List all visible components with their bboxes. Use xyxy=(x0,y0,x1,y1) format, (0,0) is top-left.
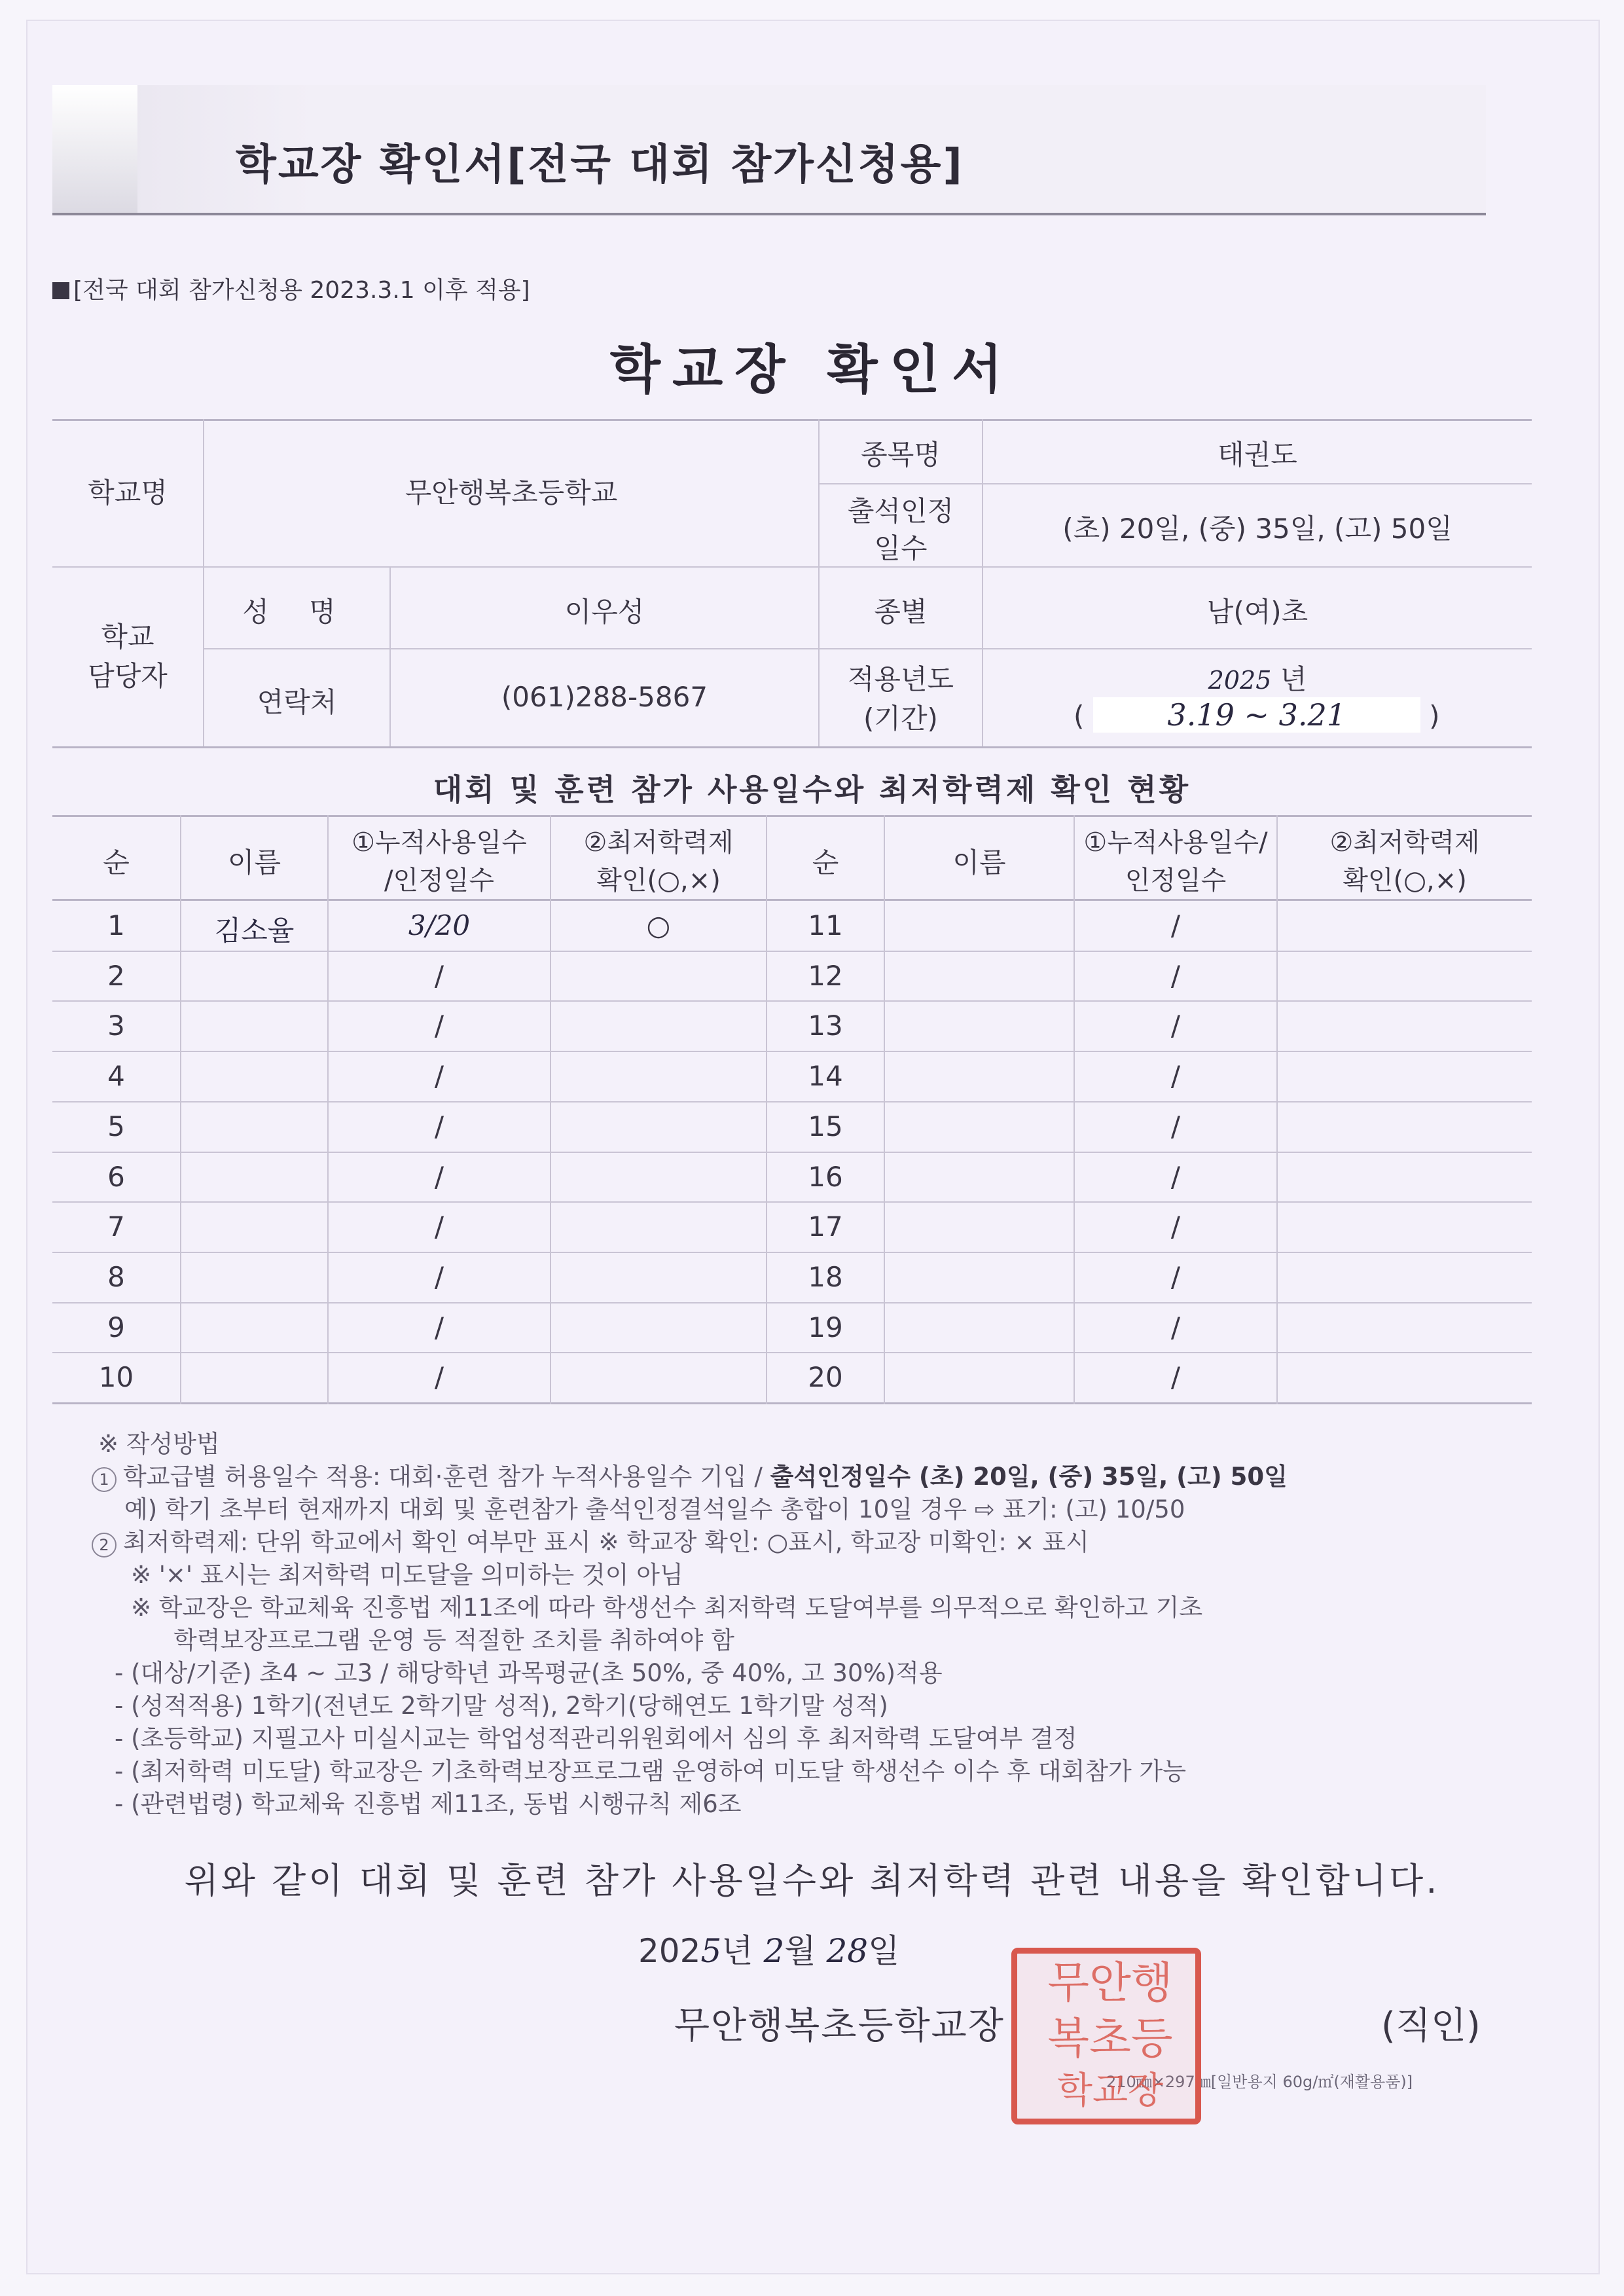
event-label: 종목명 xyxy=(861,439,941,471)
header-seq-right: 순 xyxy=(812,847,839,879)
row-days: / xyxy=(434,1260,444,1293)
header-days-line1: ①누적사용일수 xyxy=(352,828,527,858)
seal-char: 무안행 xyxy=(1047,1958,1173,2008)
period-open-paren: ( xyxy=(1074,700,1085,732)
detail-grades: - (성적적용) 1학기(전년도 2학기말 성적), 2학기(당해연도 1학기말 성적) xyxy=(115,1692,888,1720)
row-days: / xyxy=(434,1361,444,1394)
row-days-right: / xyxy=(1170,909,1181,941)
school-name-value: 무안행복초등학교 xyxy=(405,477,618,509)
apply-period xyxy=(1074,697,1479,733)
circled-number-2-icon: 2 xyxy=(92,1533,117,1558)
row-days-right: / xyxy=(1170,1160,1181,1193)
row-seq-right: 15 xyxy=(808,1110,843,1142)
row-days-right: / xyxy=(1170,1060,1181,1093)
header-check-right-line2: 확인(○,×) xyxy=(1343,866,1467,896)
detail-below-minimum: - (최저학력 미도달) 학교장은 기초학력보장프로그램 운영하여 미도달 학생선수 이수 후 대회참가 가능 xyxy=(115,1757,1187,1785)
header-name: 이름 xyxy=(227,847,281,879)
principal-signer: 무안행복초등학교장 xyxy=(674,2005,1005,2047)
info-table xyxy=(52,419,1532,750)
date-year-suffix: 년 xyxy=(721,1932,764,1970)
detail-elementary: - (초등학교) 지필고사 미실시교는 학업성적관리위원회에서 심의 후 최저학력 도달여부 결정 xyxy=(115,1724,1077,1753)
row-seq: 5 xyxy=(107,1110,125,1142)
row-days-right: / xyxy=(1170,1010,1181,1042)
row-seq-right: 12 xyxy=(808,959,843,992)
roster-caption: 대회 및 훈련 참가 사용일수와 최저학력제 확인 현황 xyxy=(433,772,1191,807)
attendance-days-value: (초) 20일, (중) 35일, (고) 50일 xyxy=(1062,513,1453,545)
contact-value: (061)288-5867 xyxy=(501,681,708,713)
row-days-right: / xyxy=(1170,1211,1181,1243)
date-year-handwritten: 5 xyxy=(700,1932,722,1970)
confirmation-statement: 위와 같이 대회 및 훈련 참가 사용일수와 최저학력 관련 내용을 확인합니다. xyxy=(184,1860,1440,1901)
row-days: / xyxy=(434,1110,444,1142)
row-seq: 7 xyxy=(107,1211,125,1243)
instruction-2 xyxy=(92,1522,1089,1558)
instruction-2-sub2b: 학력보장프로그램 운영 등 적절한 조치를 취하여야 함 xyxy=(173,1626,734,1654)
form-subtitle xyxy=(52,272,530,305)
header-seq: 순 xyxy=(103,847,130,879)
attendance-days-label-line2: 일수 xyxy=(874,532,928,564)
row-seq-right: 11 xyxy=(808,909,843,941)
row-days: / xyxy=(434,1311,444,1343)
date-day-handwritten: 28 xyxy=(826,1932,869,1970)
header-days-line2: /인정일수 xyxy=(384,866,495,896)
instruction-1-bold: 출석인정일수 (초) 20일, (중) 35일, (고) 50일 xyxy=(770,1463,1288,1491)
circled-number-1-icon: 1 xyxy=(92,1467,117,1492)
apply-year-label-line2: (기간) xyxy=(863,702,938,735)
main-title: 학교장 확인서 xyxy=(609,339,1015,400)
event-value: 태권도 xyxy=(1218,439,1297,471)
contact-label: 연락처 xyxy=(257,686,337,718)
row-days-right: / xyxy=(1170,1361,1181,1394)
instructions-heading: ※ 작성방법 xyxy=(98,1430,220,1458)
seal-char: 복초등 xyxy=(1047,2013,1173,2064)
row-days-right: / xyxy=(1170,1311,1181,1343)
instruction-2-text: 최저학력제: 단위 학교에서 확인 여부만 표시 ※ 학교장 확인: ○표시, 학교장 미확인: × 표시 xyxy=(123,1528,1089,1556)
header-check-line2: 확인(○,×) xyxy=(596,866,721,896)
square-bullet-icon xyxy=(52,282,69,299)
row-seq: 6 xyxy=(107,1160,125,1193)
header-check-right-line1: ②최저학력제 xyxy=(1329,828,1480,858)
row-days: / xyxy=(434,1211,444,1243)
row-seq-right: 16 xyxy=(808,1160,843,1193)
roster-table xyxy=(52,815,1532,1404)
row-days-right: / xyxy=(1170,1110,1181,1142)
row-seq: 9 xyxy=(107,1311,125,1343)
detail-target: - (대상/기준) 초4 ~ 고3 / 해당학년 과목평균(초 50%, 중 40%, 고 30%)적용 xyxy=(115,1659,943,1687)
header-name-right: 이름 xyxy=(952,847,1006,879)
apply-year-handwritten: 2025 xyxy=(1208,666,1272,695)
header-corner-mark xyxy=(52,85,137,213)
row-seq-right: 13 xyxy=(808,1010,843,1042)
school-name-label: 학교명 xyxy=(88,477,168,509)
row-days: / xyxy=(434,959,444,992)
issue-date xyxy=(638,1925,899,1972)
apply-year-label-line1: 적용년도 xyxy=(847,663,954,695)
header-days-right-line2: 인정일수 xyxy=(1125,866,1227,896)
category-value: 남(여)초 xyxy=(1206,596,1308,628)
date-year-prefix: 202 xyxy=(638,1932,701,1970)
row-seq-right: 14 xyxy=(808,1060,843,1093)
official-seal-stamp xyxy=(1011,1948,1201,2124)
row-seq-right: 17 xyxy=(808,1211,843,1243)
row-seq-right: 18 xyxy=(808,1260,843,1293)
row-seq: 3 xyxy=(107,1010,125,1042)
row-seq: 1 xyxy=(107,909,125,941)
row-seq: 10 xyxy=(98,1361,134,1394)
row-seq-right: 20 xyxy=(808,1361,843,1394)
instruction-1-text: 학교급별 허용일수 적용: 대회·훈련 참가 누적사용일수 기입 / xyxy=(123,1463,770,1491)
period-handwritten: 3.19 ~ 3.21 xyxy=(1093,697,1420,733)
detail-laws: - (관련법령) 학교체육 진흥법 제11조, 동법 시행규칙 제6조 xyxy=(115,1790,742,1818)
row-days: / xyxy=(434,1160,444,1193)
date-month-suffix: 월 xyxy=(784,1932,827,1970)
row-days: / xyxy=(434,1060,444,1093)
instruction-2-sub2a: ※ 학교장은 학교체육 진흥법 제11조에 따라 학생선수 최저학력 도달여부를 의무적으로 확인하고 기초 xyxy=(131,1594,1203,1622)
date-month-handwritten: 2 xyxy=(763,1932,785,1970)
manager-name-value: 이우성 xyxy=(564,596,645,628)
row-days-right: / xyxy=(1170,959,1181,992)
instruction-2-sub1: ※ '×' 표시는 최저학력 미도달을 의미하는 것이 아님 xyxy=(131,1561,683,1589)
apply-year-value xyxy=(983,658,1532,697)
row-seq: 8 xyxy=(107,1260,125,1293)
header-days-right-line1: ①누적사용일수/ xyxy=(1083,828,1268,858)
official-seal-label: (직인) xyxy=(1381,2005,1481,2047)
instruction-1 xyxy=(92,1457,1288,1492)
date-day-suffix: 일 xyxy=(868,1932,900,1970)
row-days-right: / xyxy=(1170,1260,1181,1293)
document-header-title: 학교장 확인서[전국 대회 참가신청용] xyxy=(236,141,964,189)
attendance-days-label-line1: 출석인정 xyxy=(847,495,954,527)
row-days: / xyxy=(434,1010,444,1042)
manager-name-label: 성 명 xyxy=(242,596,352,628)
period-close-paren: ) xyxy=(1429,700,1440,732)
instruction-1-example: 예) 학기 초부터 현재까지 대회 및 훈련참가 출석인정결석일수 총합이 10일 경우 ⇨ 표기: (고) 10/50 xyxy=(124,1495,1185,1523)
row-seq-right: 19 xyxy=(808,1311,843,1343)
form-subtitle-text: [전국 대회 참가신청용 2023.3.1 이후 적용] xyxy=(73,277,530,304)
row-days: 3/20 xyxy=(408,909,471,941)
header-check-line1: ②최저학력제 xyxy=(583,828,734,858)
manager-label-line2: 담당자 xyxy=(88,660,168,692)
row-seq: 2 xyxy=(107,959,125,992)
paper-spec: 210㎜×297㎜[일반용지 60g/㎡(재활용품)] xyxy=(1106,2073,1413,2091)
row-name: 김소율 xyxy=(214,915,295,947)
apply-year-suffix: 년 xyxy=(1280,663,1307,695)
manager-label-line1: 학교 xyxy=(101,621,154,653)
row-seq: 4 xyxy=(107,1060,125,1093)
row-check: ○ xyxy=(646,909,671,941)
seal-char: 학교장 xyxy=(1056,2069,1164,2112)
category-label: 종별 xyxy=(874,596,928,628)
